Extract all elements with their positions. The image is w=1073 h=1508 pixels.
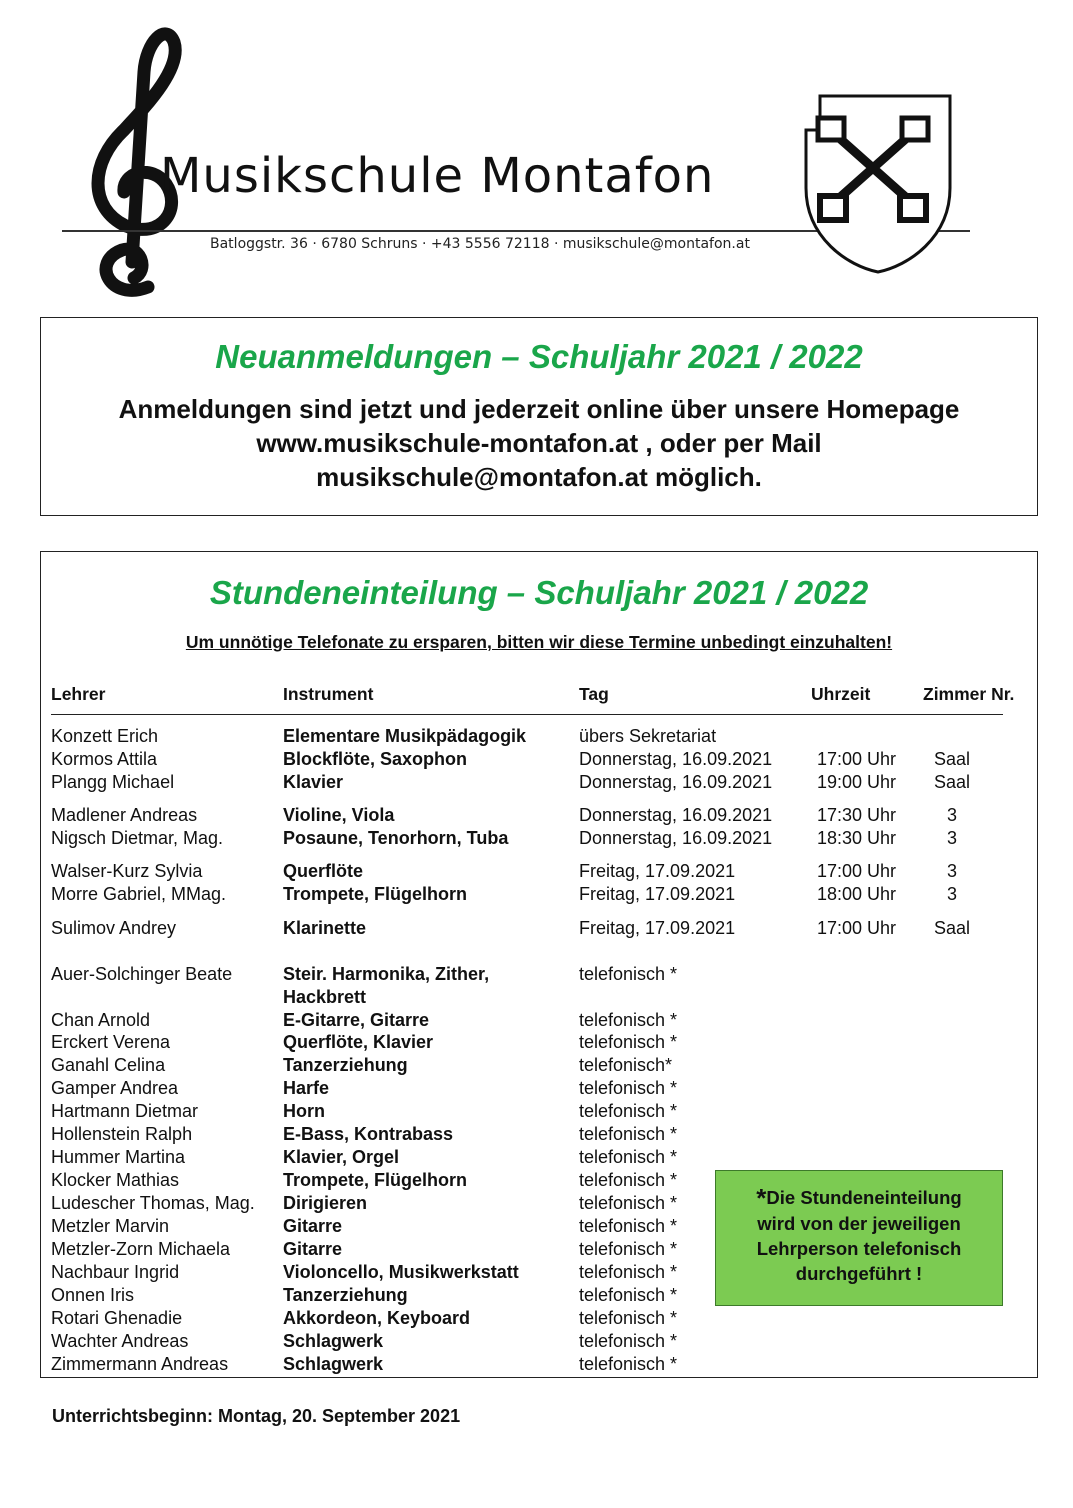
cell-instrument: Tanzerziehung: [283, 1285, 408, 1305]
cell-instrument: Klavier: [283, 772, 344, 792]
cell-day: Freitag, 17.09.2021: [579, 861, 736, 881]
cell-instrument: Trompete, Flügelhorn: [283, 1170, 468, 1190]
cell-instrument: Schlagwerk: [283, 1331, 384, 1351]
schedule-box: [40, 551, 1038, 1378]
cell-instrument: Horn: [283, 1101, 325, 1121]
cell-time: 18:30 Uhr: [817, 828, 897, 848]
cell-teacher: Hartmann Dietmar: [51, 1101, 199, 1121]
cell-instrument: Blockflöte, Saxophon: [283, 749, 468, 769]
cell-instrument: E-Gitarre, Gitarre: [283, 1010, 430, 1030]
cell-instrument: Gitarre: [283, 1239, 343, 1259]
cell-teacher: Kormos Attila: [51, 749, 158, 769]
registration-title: Neuanmeldungen – Schuljahr 2021 / 2022: [215, 338, 863, 375]
registration-line: www.musikschule-montafon.at , oder per Mail: [256, 428, 822, 458]
cell-room: 3: [946, 884, 957, 904]
cell-day: telefonisch*: [579, 1055, 673, 1075]
school-address: Batloggstr. 36 · 6780 Schruns · +43 5556 72118 · musikschule@montafon.at: [210, 236, 750, 252]
cell-teacher: Zimmermann Andreas: [51, 1354, 229, 1374]
cell-day: telefonisch *: [579, 1262, 678, 1282]
table-row: [41, 1308, 1037, 1331]
cell-day: Freitag, 17.09.2021: [579, 918, 736, 938]
schedule-note: Um unnötige Telefonate zu ersparen, bitten wir diese Termine unbedingt einzuhalten!: [185, 632, 893, 652]
registration-box: [40, 317, 1038, 516]
cell-instrument: Steir. Harmonika, Zither,: [283, 964, 490, 984]
cell-time: 17:30 Uhr: [817, 805, 897, 825]
cell-day: telefonisch *: [579, 1078, 678, 1098]
cell-instrument: Akkordeon, Keyboard: [283, 1308, 471, 1328]
cell-teacher: Metzler-Zorn Michaela: [51, 1239, 231, 1259]
column-header-room: Zimmer Nr.: [923, 684, 1015, 704]
cell-teacher: Plangg Michael: [51, 772, 175, 792]
cell-instrument: Querflöte: [283, 861, 364, 881]
cell-instrument: Gitarre: [283, 1216, 343, 1236]
cell-day: telefonisch *: [579, 1285, 678, 1305]
column-header-teacher: Lehrer: [51, 684, 106, 704]
cell-day: telefonisch *: [579, 1193, 678, 1213]
table-row: [41, 884, 1037, 907]
cell-time: 19:00 Uhr: [817, 772, 897, 792]
cell-day: telefonisch *: [579, 964, 678, 984]
registration-line: Anmeldungen sind jetzt und jederzeit online über unsere Homepage: [118, 394, 960, 424]
phone-note-line: Die Stundeneinteilung: [766, 1187, 962, 1208]
cell-instrument: Schlagwerk: [283, 1354, 384, 1374]
cell-instrument: Harfe: [283, 1078, 330, 1098]
cell-teacher: Nachbaur Ingrid: [51, 1262, 180, 1282]
registration-line: musikschule@montafon.at möglich.: [316, 462, 762, 492]
cell-teacher: Onnen Iris: [51, 1285, 135, 1305]
table-row: [41, 1010, 1037, 1033]
cell-day: telefonisch *: [579, 1010, 678, 1030]
cell-teacher: Hummer Martina: [51, 1147, 186, 1167]
table-row: [41, 1354, 1037, 1377]
cell-teacher: Hollenstein Ralph: [51, 1124, 193, 1144]
cell-teacher: Ludescher Thomas, Mag.: [51, 1193, 255, 1213]
table-row: [41, 1055, 1037, 1078]
cell-day: telefonisch *: [579, 1170, 678, 1190]
cell-teacher: Auer-Solchinger Beate: [51, 964, 233, 984]
cell-teacher: Morre Gabriel, MMag.: [51, 884, 227, 904]
table-row: [41, 1078, 1037, 1101]
cell-day: telefonisch *: [579, 1354, 678, 1374]
cell-teacher: Erckert Verena: [51, 1032, 171, 1052]
table-row: [41, 772, 1037, 795]
table-row: [41, 987, 1037, 1010]
cell-day: telefonisch *: [579, 1239, 678, 1259]
keys-crest-icon: [798, 88, 958, 278]
cell-room: Saal: [933, 749, 971, 769]
phone-note-line: wird von der jeweiligen: [757, 1213, 961, 1234]
cell-instrument: E-Bass, Kontrabass: [283, 1124, 454, 1144]
table-row: [41, 918, 1037, 941]
cell-instrument: Violine, Viola: [283, 805, 395, 825]
column-header-instrument: Instrument: [283, 684, 374, 704]
table-row: [41, 1124, 1037, 1147]
cell-day: Donnerstag, 16.09.2021: [579, 749, 773, 769]
cell-instrument: Tanzerziehung: [283, 1055, 408, 1075]
lesson-start: Unterrichtsbeginn: Montag, 20. September 2021: [52, 1406, 461, 1426]
cell-room: Saal: [933, 772, 971, 792]
cell-day: Donnerstag, 16.09.2021: [579, 805, 773, 825]
cell-teacher: Sulimov Andrey: [51, 918, 177, 938]
cell-time: 17:00 Uhr: [817, 861, 897, 881]
cell-instrument: Hackbrett: [283, 987, 367, 1007]
cell-room: Saal: [933, 918, 971, 938]
phone-note-line: Lehrperson telefonisch: [756, 1238, 962, 1259]
cell-time: 17:00 Uhr: [817, 749, 897, 769]
table-row: [41, 749, 1037, 772]
cell-day: telefonisch *: [579, 1147, 678, 1167]
cell-day: Donnerstag, 16.09.2021: [579, 828, 773, 848]
cell-room: 3: [946, 828, 957, 848]
cell-instrument: Violoncello, Musikwerkstatt: [283, 1262, 519, 1282]
cell-time: 18:00 Uhr: [817, 884, 897, 904]
table-row: [41, 861, 1037, 884]
cell-teacher: Madlener Andreas: [51, 805, 198, 825]
schedule-title: Stundeneinteilung – Schuljahr 2021 / 2022: [209, 574, 869, 611]
cell-teacher: Konzett Erich: [51, 726, 159, 746]
cell-teacher: Walser-Kurz Sylvia: [51, 861, 203, 881]
cell-day: telefonisch *: [579, 1101, 678, 1121]
table-row: [41, 1032, 1037, 1055]
cell-room: 3: [946, 805, 957, 825]
cell-room: 3: [946, 861, 957, 881]
cell-instrument: Posaune, Tenorhorn, Tuba: [283, 828, 509, 848]
table-row: [41, 726, 1037, 749]
cell-teacher: Klocker Mathias: [51, 1170, 180, 1190]
table-row: [41, 1147, 1037, 1170]
cell-teacher: Metzler Marvin: [51, 1216, 170, 1236]
registration-text: [41, 392, 1037, 494]
phone-note-box: [715, 1170, 1003, 1306]
cell-instrument: Querflöte, Klavier: [283, 1032, 434, 1052]
column-header-time: Uhrzeit: [811, 684, 871, 704]
cell-teacher: Wachter Andreas: [51, 1331, 189, 1351]
cell-time: 17:00 Uhr: [817, 918, 897, 938]
school-name: Musikschule Montafon: [160, 148, 715, 204]
table-row: [41, 1331, 1037, 1354]
cell-teacher: Chan Arnold: [51, 1010, 151, 1030]
header-rule: [51, 714, 1003, 715]
cell-day: Freitag, 17.09.2021: [579, 884, 736, 904]
table-row: [41, 805, 1037, 828]
cell-teacher: Ganahl Celina: [51, 1055, 166, 1075]
column-header-day: Tag: [579, 684, 609, 704]
cell-instrument: Trompete, Flügelhorn: [283, 884, 468, 904]
asterisk: *: [756, 1183, 767, 1213]
cell-teacher: Gamper Andrea: [51, 1078, 179, 1098]
cell-instrument: Dirigieren: [283, 1193, 368, 1213]
cell-teacher: Rotari Ghenadie: [51, 1308, 183, 1328]
cell-day: telefonisch *: [579, 1032, 678, 1052]
cell-instrument: Elementare Musikpädagogik: [283, 726, 527, 746]
table-row: [41, 964, 1037, 987]
cell-day: telefonisch *: [579, 1124, 678, 1144]
cell-day: Donnerstag, 16.09.2021: [579, 772, 773, 792]
letterhead: [0, 0, 1073, 310]
cell-day: telefonisch *: [579, 1216, 678, 1236]
cell-day: telefonisch *: [579, 1308, 678, 1328]
cell-instrument: Klavier, Orgel: [283, 1147, 400, 1167]
cell-teacher: Nigsch Dietmar, Mag.: [51, 828, 224, 848]
table-row: [41, 828, 1037, 851]
cell-day: telefonisch *: [579, 1331, 678, 1351]
cell-instrument: Klarinette: [283, 918, 367, 938]
cell-day: übers Sekretariat: [579, 726, 717, 746]
phone-note-line: durchgeführt !: [795, 1263, 923, 1284]
table-row: [41, 1101, 1037, 1124]
